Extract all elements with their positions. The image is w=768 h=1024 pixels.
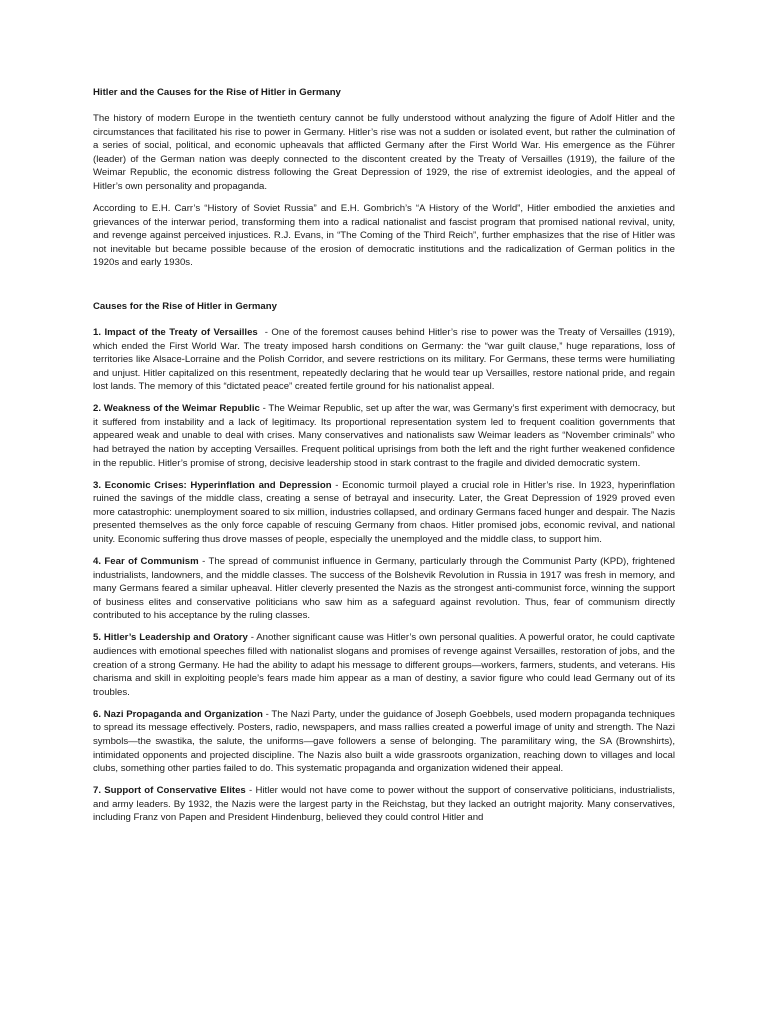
cause-item-text: The Weimar Republic, set up after the war, was Germany’s first experiment with democracy, but it suffered from instability and a lack of legitimacy. Its proportional representation system led to frequent coalition governments that appeared weak and unable to deal with crises. Many conservatives and nationalists saw Weimar leaders as “November criminals” who had betrayed the nation by accepting Versailles. Frequent political uprisings from both the left and the right further weakened confidence in the republic. Hitler’s promise of strong, decisive leadership stood in stark contrast to the fragile and divided democratic system. xyxy=(93,403,675,469)
cause-item-7 xyxy=(93,784,675,825)
cause-item-text: Another significant cause was Hitler’s own personal qualities. A powerful orator, he could captivate audiences with emotional speeches filled with nationalist slogans and promises of revenge against Versailles, restoration of jobs, and the creation of a strong Germany. He had the ability to adapt his message to different groups—workers, farmers, students, and veterans. His charisma and skill in exploiting people’s fears made him appear as a man of destiny, a savior figure who could lead Germany out of its troubles. xyxy=(93,632,675,698)
cause-item-1 xyxy=(93,326,675,394)
cause-item-separator: - xyxy=(259,403,269,415)
cause-item-separator: - xyxy=(245,785,256,797)
cause-item-text: One of the foremost causes behind Hitler’s rise to power was the Treaty of Versailles (1919), which ended the First World War. The treaty imposed harsh conditions on Germany: the “war guilt clause,” huge reparations, loss of territories like Alsace-Lorraine and the Polish Corridor, and severe restrictions on its military. For Germans, these terms were humiliating and unjust. Hitler capitalized on this resentment, repeatedly declaring that he would tear up Versailles, restore national pride, and regain lost lands. The memory of this “dictated peace” created fertile ground for his nationalist appeal. xyxy=(93,326,675,393)
section-title: Causes for the Rise of Hitler in Germany xyxy=(93,300,277,312)
cause-item-heading: 1. Impact of the Treaty of Versailles xyxy=(93,326,258,338)
cause-item-separator: - xyxy=(198,556,209,567)
cause-item-5 xyxy=(93,631,675,699)
cause-item-heading: 2. Weakness of the Weimar Republic xyxy=(93,403,260,415)
cause-item-separator: - xyxy=(331,479,343,491)
intro-paragraph-2: According to E.H. Carr’s “History of Soviet Russia” and E.H. Gombrich’s “A History of the World”, Hitler embodied the anxieties and grievances of the interwar period, transforming them into a radical nationalist and fascist program that promised national revival, unity, and revenge against perceived injustices. R.J. Evans, in “The Coming of the Third Reich”, further emphasizes that the rise of Hitler was not inevitable but became possible because of the erosion of democratic institutions and the radicalization of German politics in the 1920s and early 1930s. xyxy=(93,202,675,269)
cause-item-text: The Nazi Party, under the guidance of Joseph Goebbels, used modern propaganda techniques to spread its message effectively. Posters, radio, newspapers, and mass rallies created a powerful image of unity and strength. The Nazi symbols—the swastika, the salute, the uniforms—gave followers a sense of belonging. The paramilitary wing, the SA (Brownshirts), intimidated opponents and projected discipline. The Nazis also built a wide grassroots organization, reaching down to villages and local clubs, something other parties failed to do. This systematic propaganda and organization widened their appeal. xyxy=(93,708,675,775)
cause-item-text: Hitler would not have come to power without the support of conservative politicians, industrialists, and army leaders. By 1932, the Nazis were the largest party in the Reichstag, but they lacked an outright majority. Many conservatives, including Franz von Papen and President Hindenburg, believed they could control Hitler and xyxy=(93,785,675,824)
document-title: Hitler and the Causes for the Rise of Hitler in Germany xyxy=(93,87,341,98)
cause-item-separator: - xyxy=(247,632,257,644)
intro-paragraph-1: The history of modern Europe in the twentieth century cannot be fully understood without analyzing the figure of Adolf Hitler and the circumstances that facilitated his rise to power in Germany. Hitler’s rise was not a sudden or isolated event, but rather the culmination of a series of social, political, and economic upheavals that afflicted Germany after the First World War. His emergence as the Führer (leader) of the German nation was deeply connected to the discontent created by the Treaty of Versailles (1919), the failure of the Weimar Republic, the economic distress following the Great Depression of 1929, the rise of extremist ideologies, and the appeal of Hitler’s own personality and propaganda. xyxy=(93,113,675,192)
cause-item-heading: 3. Economic Crises: Hyperinflation and Depression xyxy=(93,479,332,491)
cause-item-heading: 6. Nazi Propaganda and Organization xyxy=(93,708,263,720)
cause-item-text: The spread of communist influence in Germany, particularly through the Communist Party (KPD), frightened industrialists, landowners, and the middle classes. The success of the Bolshevik Revolution in Russia in 1917 was fresh in memory, and many Germans feared a similar upheaval. Hitler cleverly presented the Nazis as the strongest anti-communist force, winning the support of business elites and conservative politicians who saw him as a safeguard against revolution. Thus, fear of communism directly contributed to his acceptance by the ruling classes. xyxy=(93,556,675,622)
cause-item-4 xyxy=(93,555,675,623)
cause-item-heading: 7. Support of Conservative Elites xyxy=(93,785,246,797)
cause-item-6 xyxy=(93,708,675,776)
cause-item-heading: 4. Fear of Communism xyxy=(93,556,199,567)
cause-item-separator: - xyxy=(262,708,272,720)
cause-item-text: Economic turmoil played a crucial role in Hitler’s rise. In 1923, hyperinflation ruined the savings of the middle class, creating a sense of betrayal and insecurity. Later, the Great Depression of 1929 proved even more catastrophic: unemployment soared to six million, industries collapsed, and ordinary Germans faced hunger and despair. The Nazis presented themselves as the only force capable of rescuing Germany from chaos. Hitler promised jobs, economic revival, and national unity. Economic suffering thus drove masses of people, especially the unemployed and the middle class, to support him. xyxy=(93,479,676,546)
cause-item-separator: - xyxy=(257,326,272,338)
cause-item-2 xyxy=(93,402,675,470)
cause-item-3 xyxy=(93,479,675,547)
document-page xyxy=(93,86,675,833)
cause-item-heading: 5. Hitler’s Leadership and Oratory xyxy=(93,632,248,644)
